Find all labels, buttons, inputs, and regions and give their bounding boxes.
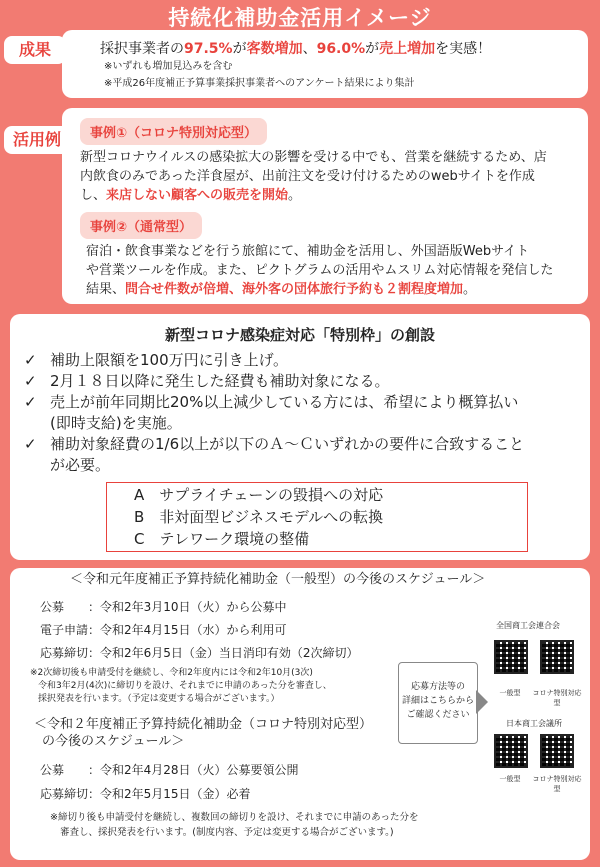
- schedule-row-shimekiri: 応募締切：令和2年6月5日（金）当日消印有効（2次締切）: [40, 646, 359, 660]
- seika-pct2: 96.0%: [316, 41, 366, 57]
- check-item-2: [24, 371, 584, 392]
- special-checklist: [24, 350, 584, 476]
- case1-text3a: し、: [80, 188, 107, 203]
- check-text: 2月１８日以降に発生した経費も補助対象になる。: [50, 372, 390, 390]
- seika-pct1: 97.5%: [184, 41, 233, 57]
- seika-note1: ※いずれも増加見込みを含む: [104, 61, 233, 72]
- req-c: C テレワーク環境の整備: [134, 530, 310, 548]
- qr-label: コロナ特別対応型: [532, 689, 582, 707]
- case1-line1: 新型コロナウイルスの感染拡大の影響を受ける中でも、営業を継続するため、店: [80, 150, 547, 165]
- schedule-note-1: [30, 667, 332, 706]
- check-item-4-cont: [24, 455, 584, 476]
- check-text: 補助対象経費の1/6以上が以下のＡ～Ｃいずれかの要件に合致すること: [50, 435, 525, 453]
- callout-arrow: [476, 690, 488, 714]
- org1-label: 全国商工会連合会: [496, 621, 560, 630]
- check-item-3-cont: [24, 413, 584, 434]
- case2-text: [86, 242, 586, 299]
- schedule-note-2: [50, 810, 419, 840]
- case1-tag: 事例①（コロナ特別対応型）: [80, 118, 267, 145]
- note-line: ※2次締切後も申請受付を継続し、令和2年度内には令和2年10月(3次): [30, 668, 313, 678]
- case2-text3c: 。: [463, 282, 477, 297]
- check-icon: ✓: [24, 372, 37, 390]
- schedule-rows-2: [40, 758, 299, 806]
- katsuyo-label: 活用例: [4, 126, 70, 154]
- page-title: 持続化補助金活用イメージ: [168, 6, 432, 30]
- note-line: 採択発表を行います。（予定は変更する場合がございます。）: [38, 694, 280, 704]
- case2-text3a: 結果、: [86, 282, 126, 297]
- schedule-row-shimekiri-2: 応募締切：令和2年5月15日（金）必着: [40, 787, 251, 801]
- special-heading: 新型コロナ感染症対応「特別枠」の創設: [164, 326, 435, 344]
- check-icon: ✓: [24, 393, 37, 411]
- case2-tag: 事例②（通常型）: [80, 212, 202, 239]
- qr-label: コロナ特別対応型: [532, 775, 582, 793]
- seika-text: 採択事業者の: [100, 41, 184, 57]
- callout-text: [402, 680, 474, 722]
- seika-note2: ※平成26年度補正予算事業採択事業者へのアンケート結果により集計: [104, 78, 415, 89]
- check-text: (即時支給)を実施。: [50, 414, 182, 432]
- case2-line1: 宿泊・飲食事業などを行う旅館にて、補助金を活用し、外国語版Webサイト: [86, 244, 530, 259]
- check-icon: ✓: [24, 351, 37, 369]
- schedule-rows-1: [40, 596, 359, 665]
- qr-label: 一般型: [499, 689, 521, 697]
- seika-kw1: 客数増加: [246, 41, 303, 57]
- case2-line3: [86, 280, 586, 299]
- note-line: ※締切り後も申請受付を継続し、複数回の締切りを設け、それまでに申請のあった分を: [50, 812, 419, 823]
- schedule-row-koubo-2: 公募 ：令和2年4月28日（火）公募要領公開: [40, 763, 299, 777]
- qr-code-icon[interactable]: [494, 734, 528, 768]
- check-icon: ✓: [24, 435, 37, 453]
- heading2-line: の今後のスケジュール＞: [42, 734, 185, 749]
- callout-line: ご確認ください: [406, 710, 470, 720]
- qr-label: 一般型: [499, 775, 521, 783]
- check-item-3: [24, 392, 584, 413]
- check-item-1: [24, 350, 584, 371]
- case1-highlight: 来店しない顧客への販売を開始: [106, 188, 289, 203]
- callout-line: 応募方法等の: [410, 682, 465, 692]
- qr-code-icon[interactable]: [494, 640, 528, 674]
- case1-line2: 内飲食のみであった洋食屋が、出前注文を受け付けるためのwebサイトを作成: [80, 169, 535, 184]
- case2-line2: や営業ツールを作成。また、ピクトグラムの活用やムスリム対応情報を発信した: [86, 263, 554, 278]
- note-line: 令和3年2月(4次)に締切りを設け、それまでに申請のあった分を審査し、: [38, 681, 332, 691]
- org2-label: 日本商工会議所: [506, 719, 562, 728]
- callout-line: 詳細はこちらから: [402, 696, 475, 706]
- case1-text3c: 。: [288, 188, 302, 203]
- req-a: A サプライチェーンの毀損への対応: [134, 486, 384, 504]
- seika-kw2: 売上増加: [379, 41, 436, 57]
- case1-line3: [80, 186, 580, 205]
- schedule-heading-1: ＜令和元年度補正予算持続化補助金（一般型）の今後のスケジュール＞: [70, 572, 486, 587]
- check-text: が必要。: [50, 456, 111, 474]
- check-text: 売上が前年同期比20%以上減少している方には、希望により概算払い: [50, 393, 519, 411]
- seika-text: が: [232, 41, 247, 57]
- seika-text: 、: [302, 41, 317, 57]
- qr-code-icon[interactable]: [540, 640, 574, 674]
- seika-label: 成果: [4, 36, 66, 64]
- req-b: B 非対面型ビジネスモデルへの転換: [134, 508, 384, 526]
- schedule-row-koubo: 公募 ：令和2年3月10日（火）から公募中: [40, 600, 287, 614]
- requirements-list: [134, 484, 383, 550]
- seika-text: を実感！: [435, 41, 492, 57]
- case2-highlight: 問合せ件数が倍増、海外客の団体旅行予約も２割程度増加: [125, 282, 464, 297]
- seika-line: [100, 38, 491, 58]
- heading2-line: ＜令和２年度補正予算持続化補助金（コロナ特別対応型）: [34, 717, 373, 732]
- qr-code-icon[interactable]: [540, 734, 574, 768]
- note-line: 審査し、採択発表を行います。(制度内容、予定は変更する場合がございます。): [60, 827, 394, 838]
- case1-text: [80, 148, 580, 205]
- check-text: 補助上限額を100万円に引き上げ。: [50, 351, 289, 369]
- check-item-4: [24, 434, 584, 455]
- seika-text: が: [365, 41, 380, 57]
- schedule-heading-2: [34, 716, 372, 750]
- schedule-row-denshi: 電子申請：令和2年4月15日（水）から利用可: [40, 623, 287, 637]
